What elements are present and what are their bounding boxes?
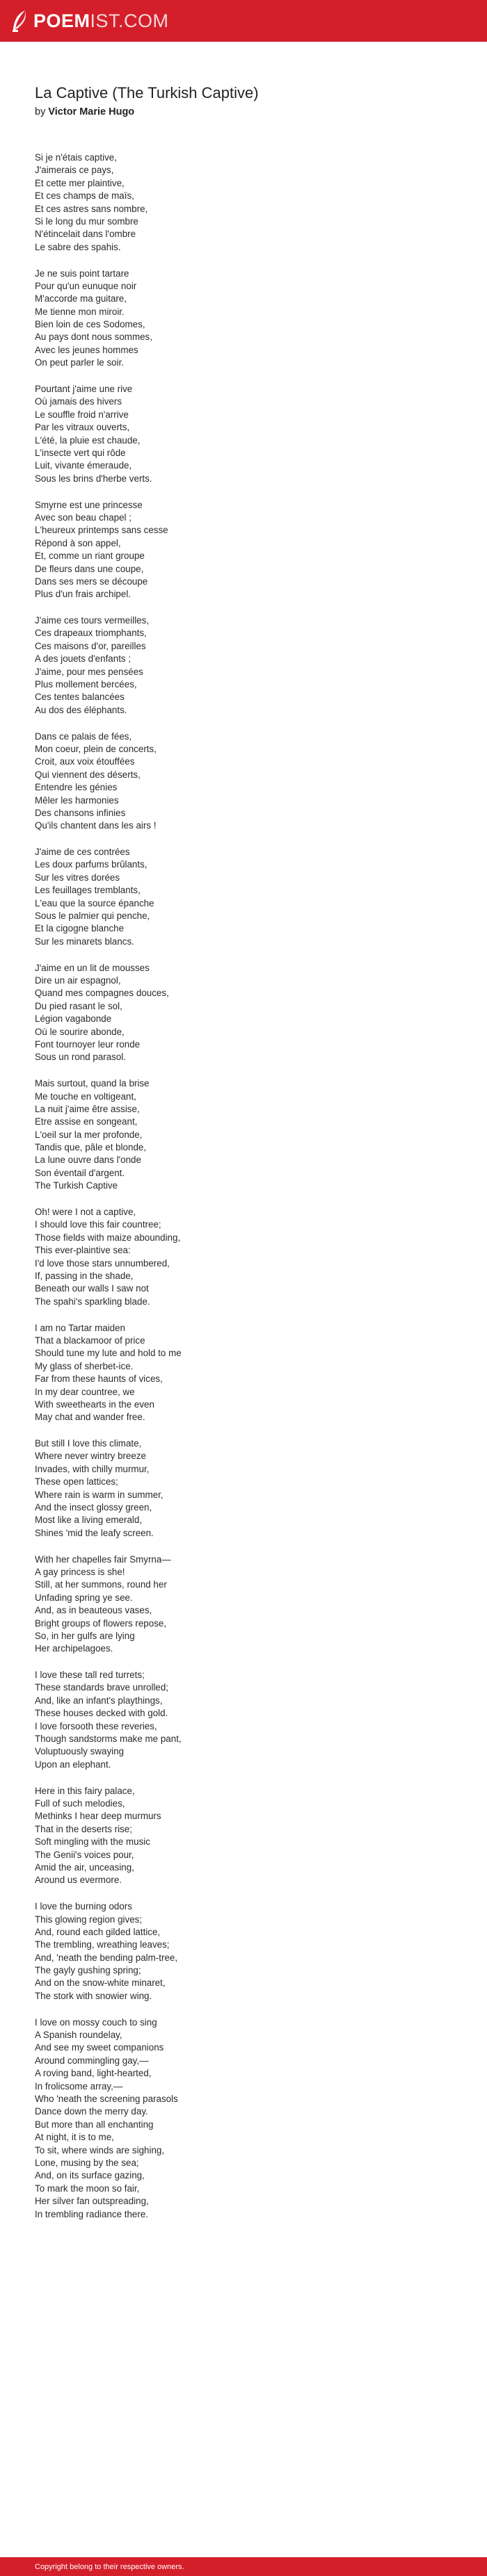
poem-line: Lone, musing by the sea; [35, 2157, 139, 2168]
poem-line: In my dear countree, we [35, 1386, 135, 1397]
poem-line: Should tune my lute and hold to me [35, 1348, 182, 1359]
poem-line: In trembling radiance there. [35, 2208, 149, 2219]
poem-line: Les feuillages tremblants, [35, 885, 141, 896]
poem-line: Ces tentes balancées [35, 692, 125, 703]
poem-line: Mêler les harmonies [35, 794, 119, 806]
poem-title: La Captive (The Turkish Captive) [35, 84, 259, 101]
poem-line: If, passing in the shade, [35, 1270, 134, 1281]
poem-line: J'aimerais ce pays, [35, 165, 114, 176]
poem-content [0, 42, 487, 2221]
poem-line: These houses decked with gold. [35, 1708, 168, 1719]
poem-stanza [35, 268, 487, 370]
poem-stanza [35, 962, 487, 1064]
poem-line: I should love this fair countree; [35, 1219, 161, 1230]
poem-line: L'eau que la source épanche [35, 897, 154, 908]
poem-line: With sweethearts in the even [35, 1399, 154, 1410]
poem-line: I love these tall red turrets; [35, 1670, 145, 1681]
poem-line: Sous un rond parasol. [35, 1052, 127, 1063]
poem-line: This glowing region gives; [35, 1914, 143, 1925]
poem-byline [35, 106, 487, 118]
poem-line: At night, it is to me, [35, 2132, 114, 2143]
site-header [0, 0, 487, 42]
site-logo-text: POEMIST.COM [33, 10, 169, 31]
site-logo[interactable] [10, 9, 169, 33]
poem-stanza [35, 1554, 487, 1656]
poem-line: Dans ce palais de fées, [35, 731, 132, 742]
poem-body [35, 152, 487, 2221]
poem-line: Shines 'mid the leafy screen. [35, 1527, 154, 1538]
poem-line: A Spanish roundelay, [35, 2030, 122, 2041]
poem-line: And on the snow-white minaret, [35, 1978, 166, 1989]
poem-line: Bright groups of flowers repose, [35, 1617, 167, 1629]
poem-line: This ever-plaintive sea: [35, 1245, 131, 1256]
poem-line: N'étincelait dans l'ombre [35, 229, 136, 240]
poem-line: Entendre les génies [35, 782, 118, 793]
poem-line: In frolicsome array,— [35, 2080, 123, 2092]
poem-line: A roving band, light-hearted, [35, 2068, 152, 2079]
poem-line: And, like an infant's playthings, [35, 1695, 163, 1706]
poem-line: And the insect glossy green, [35, 1502, 152, 1513]
poem-line: Luit, vivante émeraude, [35, 460, 132, 471]
poem-line: Légion vagabonde [35, 1013, 112, 1025]
copyright-notice: Copyright belong to their respective owners. [35, 2562, 184, 2571]
poem-line: That in the deserts rise; [35, 1823, 132, 1834]
poem-line: And, as in beauteous vases, [35, 1605, 152, 1616]
poem-line: But still I love this climate, [35, 1438, 142, 1449]
poem-line: I love forsooth these reveries, [35, 1720, 157, 1731]
site-footer [0, 2557, 487, 2576]
poem-line: To sit, where winds are sighing, [35, 2144, 165, 2155]
poem-line: With her chapelles fair Smyrna— [35, 1554, 171, 1565]
poem-line: Sur les minarets blancs. [35, 936, 134, 947]
poem-line: I am no Tartar maiden [35, 1322, 126, 1333]
poem-line: J'aime ces tours vermeilles, [35, 615, 150, 626]
poem-line: The stork with snowier wing. [35, 1990, 152, 2001]
poem-line: I love on mossy couch to sing [35, 2016, 157, 2028]
poem-line: Pourtant j'aime une rive [35, 384, 133, 395]
poem-line: Dans ses mers se découpe [35, 576, 148, 587]
poem-line: De fleurs dans une coupe, [35, 563, 144, 574]
poem-line: Le sabre des spahis. [35, 241, 121, 252]
poem-line: La nuit j'aime être assise, [35, 1103, 140, 1114]
poem-line: Sur les vitres dorées [35, 872, 120, 883]
poem-line: Ces drapeaux triomphants, [35, 628, 147, 639]
poem-line: Smyrne est une princesse [35, 499, 143, 510]
poem-line: Voluptuously swaying [35, 1746, 125, 1757]
byline-prefix: by [35, 106, 46, 117]
quill-pen-icon [10, 9, 29, 33]
poem-line: Le souffle froid n'arrive [35, 409, 129, 420]
poem-line: Tandis que, pâle et blonde, [35, 1142, 147, 1153]
poem-line: Avec son beau chapel ; [35, 512, 131, 523]
poem-stanza [35, 2016, 487, 2221]
poem-line: Oh! were I not a captive, [35, 1207, 136, 1218]
poem-line: Me touche en voltigeant, [35, 1091, 136, 1102]
poem-line: Répond à son appel, [35, 537, 121, 548]
poem-stanza [35, 1669, 487, 1771]
poem-line: Quand mes compagnes douces, [35, 988, 169, 999]
poem-line: These open lattices; [35, 1476, 118, 1487]
poem-line: Mon coeur, plein de concerts, [35, 743, 157, 754]
poem-line: Je ne suis point tartare [35, 268, 129, 279]
poem-line: Des chansons infinies [35, 807, 126, 818]
poem-stanza [35, 1206, 487, 1308]
poem-line: Plus d'un frais archipel. [35, 589, 131, 600]
poem-line: Bien loin de ces Sodomes, [35, 319, 145, 330]
poem-stanza [35, 731, 487, 833]
poem-line: And see my sweet companions [35, 2042, 164, 2053]
poem-line: Et la cigogne blanche [35, 923, 125, 934]
poem-line: Si le long du mur sombre [35, 215, 138, 227]
poem-line: The Genii's voices pour, [35, 1849, 134, 1860]
poem-line: Plus mollement bercées, [35, 679, 137, 690]
poem-line: Her silver fan outspreading, [35, 2196, 149, 2207]
poem-line: I love the burning odors [35, 1901, 132, 1912]
poem-line: Full of such melodies, [35, 1798, 125, 1809]
poem-line: On peut parler le soir. [35, 357, 125, 368]
poem-line: Par les vitraux ouverts, [35, 422, 130, 433]
poem-line: Et ces champs de maïs, [35, 190, 134, 202]
poem-line: And, 'neath the bending palm-tree, [35, 1952, 178, 1963]
poem-line: The gayly gushing spring; [35, 1965, 141, 1976]
poem-line: Mais surtout, quand la brise [35, 1078, 150, 1089]
poem-line: Upon an elephant. [35, 1759, 111, 1770]
poem-line: Où le sourire abonde, [35, 1026, 125, 1037]
poem-line: Son éventail d'argent. [35, 1167, 125, 1178]
poem-line: The spahi's sparkling blade. [35, 1296, 150, 1307]
poem-line: Ces maisons d'or, pareilles [35, 640, 146, 651]
poem-line: A des jouets d'enfants ; [35, 653, 131, 665]
poem-line: Her archipelagoes. [35, 1643, 113, 1654]
poem-line: Far from these haunts of vices, [35, 1373, 163, 1385]
poem-line: Soft mingling with the music [35, 1836, 150, 1848]
poem-stanza [35, 614, 487, 717]
poem-line: And, on its surface gazing, [35, 2170, 145, 2181]
poem-line: La lune ouvre dans l'onde [35, 1155, 141, 1166]
poem-line: Croit, aux voix étouffées [35, 756, 135, 767]
poem-line: Les doux parfums brûlants, [35, 859, 147, 870]
poem-line: J'aime, pour mes pensées [35, 666, 143, 677]
poem-line: Qui viennent des déserts, [35, 769, 141, 780]
poem-line: Sous les brins d'herbe verts. [35, 473, 152, 484]
poem-line: L'heureux printemps sans cesse [35, 525, 168, 536]
poem-line: Still, at her summons, round her [35, 1579, 167, 1590]
poem-line: Où jamais des hivers [35, 396, 122, 407]
poem-line: Avec les jeunes hommes [35, 344, 138, 355]
poem-line: Du pied rasant le sol, [35, 1000, 122, 1011]
poem-line: May chat and wander free. [35, 1412, 145, 1423]
poem-stanza [35, 1077, 487, 1193]
poem-line: Dire un air espagnol, [35, 975, 121, 986]
poem-line: Who 'neath the screening parasols [35, 2093, 178, 2104]
poem-line: Around us evermore. [35, 1875, 122, 1886]
poem-line: Where rain is warm in summer, [35, 1489, 163, 1500]
poem-stanza [35, 846, 487, 948]
poem-author[interactable]: Victor Marie Hugo [48, 106, 135, 117]
poem-line: L'insecte vert qui rôde [35, 447, 126, 458]
poem-line: Et cette mer plaintive, [35, 177, 125, 188]
poem-line: The trembling, wreathing leaves; [35, 1939, 170, 1950]
poem-line: Et ces astres sans nombre, [35, 203, 148, 214]
poem-line: L'été, la pluie est chaude, [35, 434, 141, 446]
poem-stanza [35, 1322, 487, 1424]
poem-line: Si je n'étais captive, [35, 152, 117, 163]
poem-line: Though sandstorms make me pant, [35, 1734, 182, 1745]
poem-line: Here in this fairy palace, [35, 1785, 135, 1796]
poem-line: Qu'ils chantent dans les airs ! [35, 820, 157, 831]
poem-line: The Turkish Captive [35, 1180, 118, 1191]
poem-line: These standards brave unrolled; [35, 1682, 169, 1693]
poem-stanza [35, 383, 487, 485]
poem-line: Invades, with chilly murmur, [35, 1463, 150, 1474]
poem-line: Most like a living emerald, [35, 1515, 143, 1526]
poem-line: So, in her gulfs are lying [35, 1630, 135, 1641]
poem-stanza [35, 152, 487, 254]
poem-line: Font tournoyer leur ronde [35, 1038, 141, 1050]
poem-line: Unfading spring ye see. [35, 1592, 133, 1603]
poem-line: M'accorde ma guitare, [35, 293, 127, 304]
poem-line: A gay princess is she! [35, 1566, 125, 1577]
poem-line: J'aime de ces contrées [35, 847, 130, 858]
poem-line: Etre assise en songeant, [35, 1116, 138, 1127]
poem-line: And, round each gilded lattice, [35, 1926, 161, 1937]
poem-line: Dance down the merry day. [35, 2106, 148, 2117]
poem-line: Around commingling gay,— [35, 2055, 149, 2066]
poem-line: L'oeil sur la mer profonde, [35, 1129, 143, 1140]
poem-line: Au pays dont nous sommes, [35, 332, 152, 343]
poem-line: Where never wintry breeze [35, 1451, 147, 1462]
poem-line: To mark the moon so fair, [35, 2183, 140, 2194]
poem-line: Those fields with maize abounding, [35, 1232, 181, 1243]
poem-line: J'aime en un lit de mousses [35, 962, 150, 973]
poem-line: Pour qu'un eunuque noir [35, 280, 137, 291]
poem-line: Me tienne mon miroir. [35, 306, 125, 317]
poem-stanza [35, 1900, 487, 2003]
poem-line: Sous le palmier qui penche, [35, 911, 150, 922]
poem-line: Beneath our walls I saw not [35, 1283, 149, 1294]
poem-stanza [35, 1785, 487, 1887]
poem-line: I'd love those stars unnumbered, [35, 1257, 170, 1269]
poem-line: But more than all enchanting [35, 2119, 154, 2130]
poem-line: Et, comme un riant groupe [35, 551, 145, 562]
poem-stanza [35, 1437, 487, 1540]
poem-stanza [35, 499, 487, 601]
poem-line: That a blackamoor of price [35, 1335, 145, 1346]
poem-line: Au dos des éléphants. [35, 704, 127, 715]
poem-line: Amid the air, unceasing, [35, 1861, 134, 1873]
poem-line: My glass of sherbet-ice. [35, 1360, 134, 1371]
poem-line: Methinks I hear deep murmurs [35, 1811, 161, 1822]
